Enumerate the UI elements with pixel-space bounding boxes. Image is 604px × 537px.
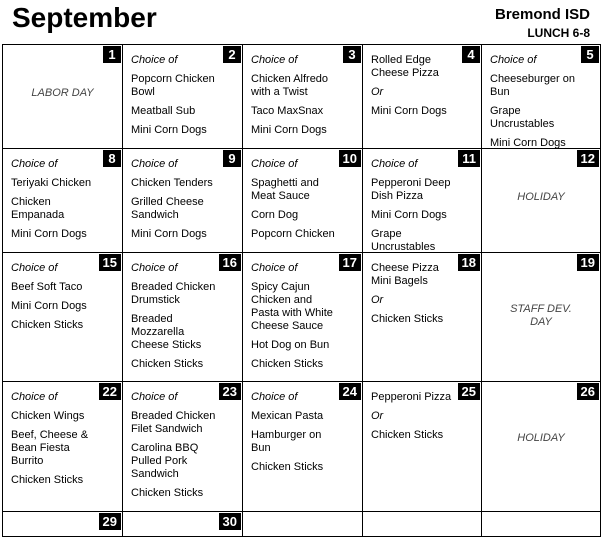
menu-item: Mini Corn Dogs	[11, 300, 87, 312]
day-cell-empty	[482, 512, 601, 537]
day-number: 17	[339, 254, 361, 271]
menu-item-list	[251, 158, 338, 247]
menu-item: Mini Corn Dogs	[131, 124, 207, 136]
month-title: September	[12, 2, 157, 33]
day-number: 18	[458, 254, 480, 271]
menu-item: Chicken Sticks	[251, 461, 324, 473]
menu-item-list	[371, 158, 457, 253]
menu-item: Chicken Sticks	[371, 429, 444, 441]
menu-item: Chicken Tenders	[131, 177, 213, 189]
menu-item: Pepperoni Deep Dish Pizza	[371, 177, 451, 202]
day-cell-24	[243, 382, 363, 512]
menu-item: Hamburger on Bun	[251, 429, 322, 454]
menu-item: Cheeseburger on Bun	[490, 73, 576, 98]
menu-connector: Choice of	[490, 54, 537, 66]
menu-connector: Choice of	[371, 158, 418, 170]
day-number: 2	[223, 46, 241, 63]
day-number: 4	[462, 46, 480, 63]
lunch-grade-label: LUNCH 6-8	[527, 26, 590, 40]
menu-item: Hot Dog on Bun	[251, 339, 330, 351]
menu-connector: Choice of	[11, 158, 58, 170]
menu-item: Chicken Sticks	[251, 358, 324, 370]
menu-item: Corn Dog	[251, 209, 299, 221]
menu-item: Carolina BBQ Pulled Pork Sandwich	[131, 442, 199, 480]
menu-connector: Or	[371, 410, 384, 422]
day-cell-10	[243, 149, 363, 253]
day-cell-23	[123, 382, 243, 512]
menu-item: Chicken Alfredo with a Twist	[251, 73, 329, 98]
menu-item-list	[251, 391, 338, 480]
day-cell-3	[243, 45, 363, 149]
menu-item: Chicken Sticks	[131, 487, 204, 499]
day-cell-29	[3, 512, 123, 537]
menu-item: Chicken Sticks	[11, 319, 84, 331]
menu-connector: Choice of	[251, 262, 298, 274]
day-cell-25	[363, 382, 482, 512]
menu-item: Meatball Sub	[131, 105, 196, 117]
day-cell-9	[123, 149, 243, 253]
menu-item: Mini Corn Dogs	[251, 124, 327, 136]
menu-item: Spaghetti and Meat Sauce	[251, 177, 319, 202]
day-cell-15	[3, 253, 123, 382]
menu-item: Spicy Cajun Chicken and Pasta with White Cheese Sauce	[251, 281, 333, 332]
menu-item-list	[251, 262, 338, 377]
day-number: 11	[458, 150, 480, 167]
menu-calendar-grid	[2, 44, 601, 537]
menu-item: Rolled Edge Cheese Pizza	[371, 54, 439, 79]
day-number: 8	[103, 150, 121, 167]
menu-item-list	[371, 262, 457, 332]
menu-connector: Or	[371, 294, 384, 306]
menu-item: Mini Corn Dogs	[371, 105, 447, 117]
menu-item: Beef, Cheese & Bean Fiesta Burrito	[11, 429, 89, 467]
menu-item: Pepperoni Pizza	[371, 391, 452, 403]
menu-item: Chicken Wings	[11, 410, 85, 422]
menu-item: Chicken Sticks	[11, 474, 84, 486]
day-cell-30	[123, 512, 243, 537]
day-cell-12	[482, 149, 601, 253]
day-note-label: HOLIDAY	[517, 432, 565, 444]
menu-connector: Choice of	[11, 262, 58, 274]
menu-connector: Choice of	[131, 158, 178, 170]
menu-connector: Choice of	[131, 262, 178, 274]
menu-item: Popcorn Chicken	[251, 228, 335, 240]
day-note-label: STAFF DEV. DAY	[510, 303, 572, 328]
menu-item-list	[131, 54, 218, 143]
menu-connector: Choice of	[251, 158, 298, 170]
day-note-label: LABOR DAY	[31, 87, 94, 99]
day-number: 10	[339, 150, 361, 167]
day-cell-8	[3, 149, 123, 253]
menu-item-list	[371, 54, 457, 124]
menu-item: Chicken Sticks	[371, 313, 444, 325]
day-number: 15	[99, 254, 121, 271]
menu-item: Cheese Pizza Mini Bagels	[371, 262, 439, 287]
day-number: 5	[581, 46, 599, 63]
menu-item: Teriyaki Chicken	[11, 177, 92, 189]
menu-item: Mexican Pasta	[251, 410, 324, 422]
menu-item: Breaded Mozzarella Cheese Sticks	[131, 313, 202, 351]
menu-item-list	[371, 391, 457, 448]
menu-connector: Or	[371, 86, 384, 98]
day-number: 24	[339, 383, 361, 400]
menu-item: Grape Uncrustables	[490, 105, 555, 130]
day-cell-17	[243, 253, 363, 382]
menu-item-list	[11, 158, 98, 247]
menu-item: Grilled Cheese Sandwich	[131, 196, 204, 221]
day-cell-16	[123, 253, 243, 382]
day-number: 22	[99, 383, 121, 400]
menu-connector: Choice of	[11, 391, 58, 403]
day-number: 23	[219, 383, 241, 400]
menu-connector: Choice of	[131, 391, 178, 403]
day-cell-22	[3, 382, 123, 512]
day-cell-4	[363, 45, 482, 149]
day-cell-empty	[243, 512, 363, 537]
menu-item: Grape Uncrustables	[371, 228, 436, 253]
day-cell-18	[363, 253, 482, 382]
day-cell-11	[363, 149, 482, 253]
day-number: 12	[577, 150, 599, 167]
menu-item: Mini Corn Dogs	[490, 137, 566, 149]
menu-item-list	[251, 54, 338, 143]
day-number: 9	[223, 150, 241, 167]
day-number: 25	[458, 383, 480, 400]
day-cell-26	[482, 382, 601, 512]
day-cell-2	[123, 45, 243, 149]
day-cell-1	[3, 45, 123, 149]
menu-item: Taco MaxSnax	[251, 105, 324, 117]
menu-item-list	[490, 54, 576, 149]
day-number: 29	[99, 513, 121, 530]
day-number: 3	[343, 46, 361, 63]
day-cell-empty	[363, 512, 482, 537]
menu-item-list	[11, 262, 98, 338]
menu-item: Breaded Chicken Filet Sandwich	[131, 410, 216, 435]
day-number: 30	[219, 513, 241, 530]
menu-item: Beef Soft Taco	[11, 281, 83, 293]
menu-connector: Choice of	[251, 54, 298, 66]
menu-item: Chicken Empanada	[11, 196, 65, 221]
menu-connector: Choice of	[251, 391, 298, 403]
menu-item-list	[131, 262, 218, 377]
menu-item-list	[131, 158, 218, 247]
calendar-header	[0, 0, 604, 44]
menu-item-list	[131, 391, 218, 506]
menu-item: Popcorn Chicken Bowl	[131, 73, 215, 98]
day-note-label: HOLIDAY	[517, 191, 565, 203]
day-number: 16	[219, 254, 241, 271]
day-cell-19	[482, 253, 601, 382]
menu-item: Mini Corn Dogs	[371, 209, 447, 221]
day-cell-5	[482, 45, 601, 149]
menu-item: Chicken Sticks	[131, 358, 204, 370]
menu-item-list	[11, 391, 98, 493]
menu-item: Mini Corn Dogs	[11, 228, 87, 240]
day-number: 19	[577, 254, 599, 271]
district-name: Bremond ISD	[494, 6, 590, 23]
day-number: 26	[577, 383, 599, 400]
day-number: 1	[103, 46, 121, 63]
menu-item: Breaded Chicken Drumstick	[131, 281, 216, 306]
menu-item: Mini Corn Dogs	[131, 228, 207, 240]
menu-connector: Choice of	[131, 54, 178, 66]
